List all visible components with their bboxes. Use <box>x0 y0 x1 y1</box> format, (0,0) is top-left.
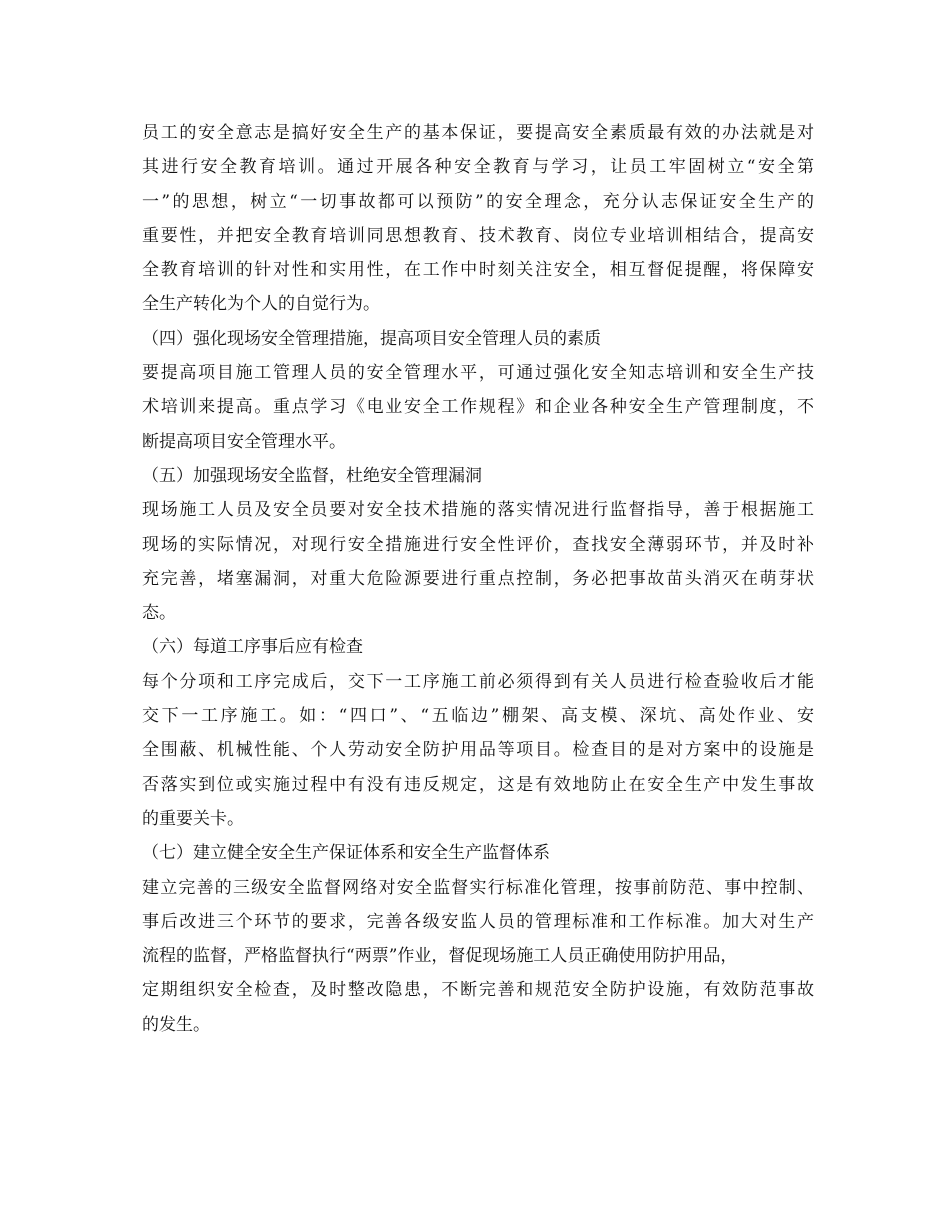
text-line: 要提高项目施工管理人员的安全管理水平，可通过强化安全知志培训和安全生产技 <box>142 363 814 384</box>
text-line: 员工的安全意志是搞好安全生产的基本保证，要提高安全素质最有效的办法就是对 <box>142 123 814 143</box>
text-line: 术培训来提高。重点学习《电业安全工作规程》和企业各种安全生产管理制度，不 <box>142 397 814 418</box>
text-line: 流程的监督，严格监督执行“两票”作业，督促现场施工人员正确使用防护用品， <box>142 946 738 967</box>
text-line: 全生产转化为个人的自觉行为。 <box>142 294 380 315</box>
text-line: 交下一工序施工。如：“四口”、“五临边”棚架、高支模、深坑、高处作业、安 <box>142 706 814 727</box>
text-line: 的重要关卡。 <box>142 808 244 829</box>
text-line: 全教育培训的针对性和实用性，在工作中时刻关注安全，相互督促提醒，将保障安 <box>142 260 814 281</box>
text-line: 全围蔽、机械性能、个人劳动安全防护用品等项目。检查目的是对方案中的设施是 <box>142 740 814 761</box>
text-line: 建立完善的三级安全监督网络对安全监督实行标准化管理，按事前防范、事中控制、 <box>142 877 814 898</box>
section-heading: （六）每道工序事后应有检查 <box>142 637 363 658</box>
text-line: 重要性，并把安全教育培训同思想教育、技术教育、岗位专业培训相结合，提高安 <box>142 225 814 246</box>
section-heading: （五）加强现场安全监督，杜绝安全管理漏洞 <box>142 465 482 486</box>
text-line: 其进行安全教育培训。通过开展各种安全教育与学习，让员工牢固树立“安全第 <box>142 157 814 178</box>
text-line: 否落实到位或实施过程中有没有违反规定，这是有效地防止在安全生产中发生事故 <box>142 774 814 795</box>
text-line: 每个分项和工序完成后，交下一工序施工前必须得到有关人员进行检查验收后才能 <box>142 671 814 692</box>
text-line: 现场施工人员及安全员要对安全技术措施的落实情况进行监督指导，善于根据施工 <box>142 500 814 521</box>
section-heading: （七）建立健全安全生产保证体系和安全生产监督体系 <box>142 843 550 864</box>
text-line: 充完善，堵塞漏洞，对重大危险源要进行重点控制，务必把事故苗头消灭在萌芽状 <box>142 568 814 589</box>
text-line: 现场的实际情况，对现行安全措施进行安全性评价，查找安全薄弱环节，并及时补 <box>142 534 814 555</box>
text-line: 断提高项目安全管理水平。 <box>142 431 346 452</box>
section-heading: （四）强化现场安全管理措施，提高项目安全管理人员的素质 <box>142 328 601 349</box>
document-body <box>142 116 814 1042</box>
text-line: 态。 <box>142 603 176 624</box>
text-line: 事后改进三个环节的要求，完善各级安监人员的管理标准和工作标准。加大对生产 <box>142 911 814 932</box>
text-line: 定期组织安全检查，及时整改隐患，不断完善和规范安全防护设施，有效防范事故 <box>142 980 814 1001</box>
text-line: 的发生。 <box>142 1014 210 1035</box>
text-line: 一”的思想，树立“一切事故都可以预防”的安全理念，充分认志保证安全生产的 <box>142 191 814 212</box>
